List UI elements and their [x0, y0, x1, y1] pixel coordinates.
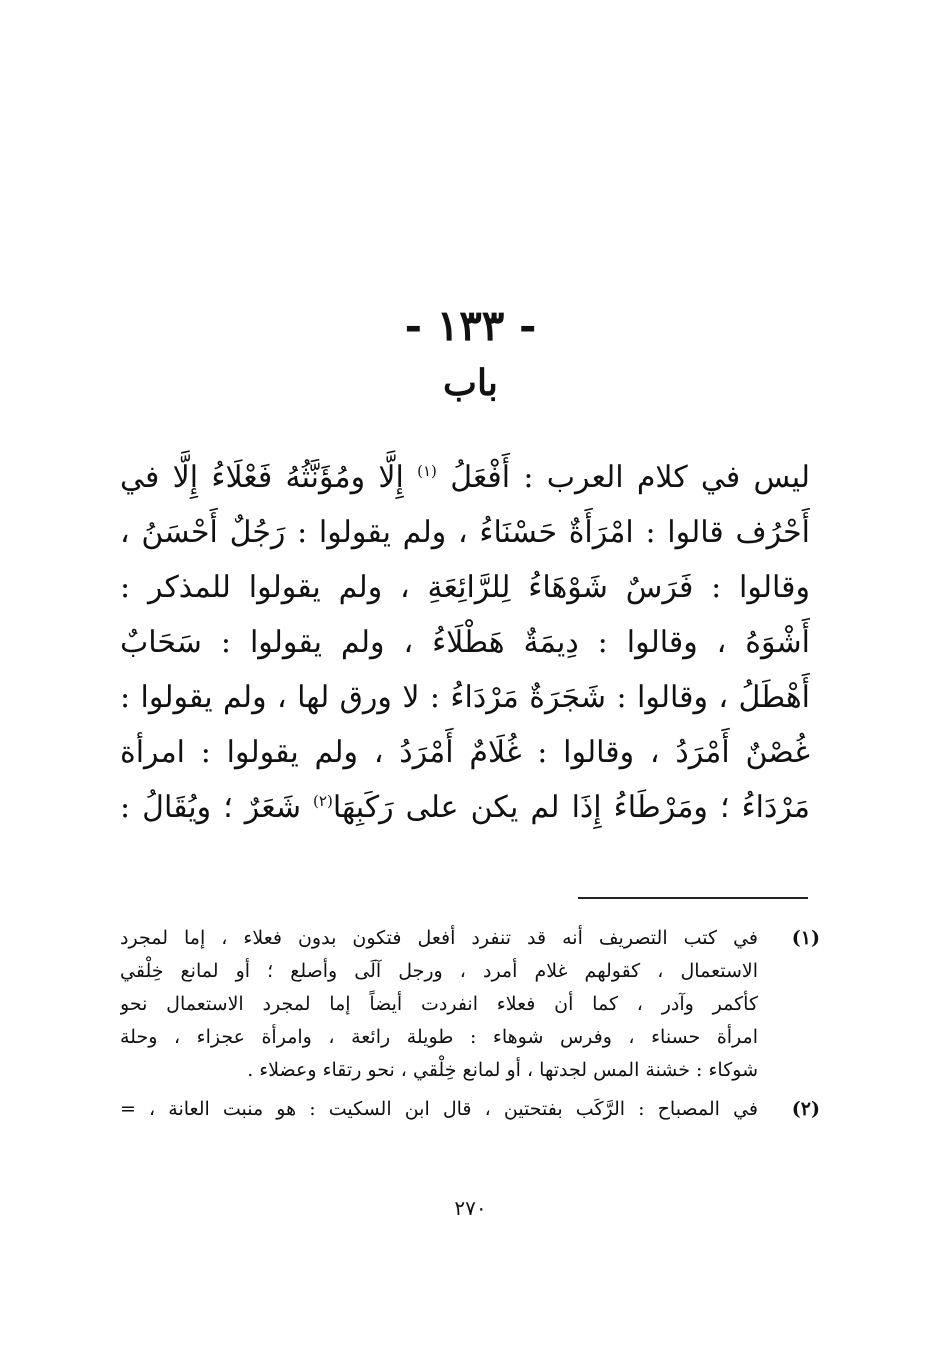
- footnote-ref-1[interactable]: (١): [417, 462, 437, 480]
- footnote-1-number: (١): [791, 927, 820, 949]
- footnote-1-line: شوكاء : خشنة المس لجدتها ، أو لمانع خِلْقي ، نحو رتقاء وعضلاء .: [247, 1059, 758, 1081]
- main-text-line-5: أَهْطَلُ ، وقالوا : شَجَرَةٌ مَرْدَاءُ : لا ورق لها ، ولم يقولوا :: [120, 680, 810, 715]
- footnotes: [120, 922, 820, 1126]
- footnote-ref-2[interactable]: (٢): [313, 792, 333, 810]
- main-text-line-6: غُصْنٌ أَمْرَدُ ، وقالوا : غُلَامٌ أَمْرَدُ ، ولم يقولوا : امرأة: [120, 735, 810, 770]
- page-number: ٢٧٠: [454, 1196, 487, 1220]
- main-text-line-4: أَشْوَهُ ، وقالوا : دِيمَةٌ هَطْلَاءُ ، ولم يقولوا : سَحَابٌ: [120, 625, 810, 660]
- footnote-2: [120, 1093, 820, 1126]
- chapter-title: باب: [443, 362, 498, 404]
- main-text: [120, 450, 810, 835]
- main-text-line-3: وقالوا : فَرَسٌ شَوْهَاءُ لِلرَّائِعَةِ ، ولم يقولوا للمذكر :: [120, 570, 810, 605]
- footnote-1-line: في كتب التصريف أنه قد تنفرد أفعل فتكون بدون فعلاء ، إما لمجرد: [120, 927, 758, 949]
- footnote-2-line: في المصباح : الرَّكَب بفتحتين ، قال ابن السكيت : هو منبت العانة ، =: [120, 1098, 758, 1120]
- main-text-line-1: ليس في كلام العرب : أَفْعَلُ $^{(١)}$ إِلَّا ومُؤَنَّثُهُ فَعْلَاءُ إِلَّا في: [120, 460, 810, 495]
- main-text-line-2: أَحْرُف قالوا : امْرَأَةٌ حَسْنَاءُ ، ولم يقولوا : رَجُلٌ أَحْسَنُ ،: [120, 515, 810, 550]
- footnote-1-line: كأكمر وآدر ، كما أن فعلاء انفردت أيضاً إما لمجرد الاستعمال نحو: [120, 993, 758, 1015]
- footnote-separator: [578, 897, 808, 899]
- main-text-line-7: مَرْدَاءُ ؛ ومَرْطَاءُ إِذَا لم يكن على رَكَبِهَا$^{(٢)}$ شَعَرٌ ؛ ويُقَالُ :: [120, 790, 810, 825]
- footnote-1-line: الاستعمال ، كقولهم غلام أمرد ، ورجل آلَى وأصلع ؛ أو لمانع خِلْقي: [120, 960, 758, 982]
- footnote-2-number: (٢): [791, 1098, 820, 1120]
- chapter-number: - ١٣٣ -: [404, 301, 537, 350]
- footnote-1: [120, 922, 820, 1087]
- footnote-1-line: امرأة حسناء ، وفرس شوهاء : طويلة رائعة ، وامرأة عجزاء ، وحلة: [120, 1026, 758, 1048]
